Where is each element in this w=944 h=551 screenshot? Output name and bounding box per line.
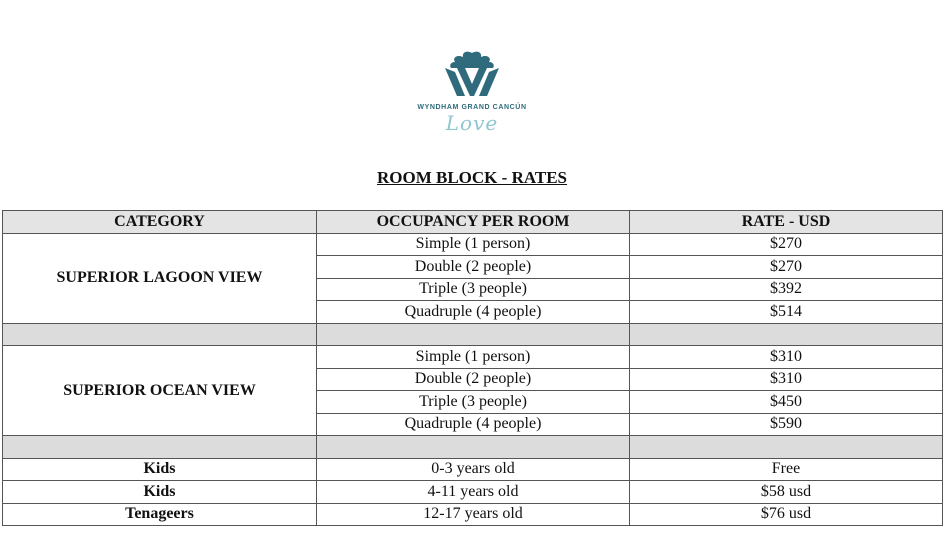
kids-category-cell: Tenageers [3,503,317,526]
rate-cell: $58 usd [630,481,943,504]
rate-cell: $392 [630,278,943,301]
separator-row [3,323,943,346]
rate-cell: $76 usd [630,503,943,526]
occupancy-cell: Quadruple (4 people) [317,301,630,324]
table-row [3,458,943,481]
rate-cell: Free [630,458,943,481]
occupancy-cell: Double (2 people) [317,256,630,279]
occupancy-cell: Double (2 people) [317,368,630,391]
kids-category-cell: Kids [3,458,317,481]
rate-cell: $514 [630,301,943,324]
age-cell: 12-17 years old [317,503,630,526]
header-rate: RATE - USD [630,211,943,234]
page-title: ROOM BLOCK - RATES [376,168,567,187]
age-cell: 0-3 years old [317,458,630,481]
hotel-brand-name: WYNDHAM GRAND CANCÚN [417,104,527,111]
occupancy-cell: Quadruple (4 people) [317,413,630,436]
rate-cell: $310 [630,368,943,391]
table-row [3,233,943,256]
kids-category-cell: Kids [3,481,317,504]
rate-cell: $270 [630,233,943,256]
occupancy-cell: Triple (3 people) [317,391,630,414]
rates-table [2,210,943,526]
rate-cell: $590 [630,413,943,436]
category-cell: SUPERIOR LAGOON VIEW [3,233,317,323]
table-header-row [3,211,943,234]
age-cell: 4-11 years old [317,481,630,504]
occupancy-cell: Simple (1 person) [317,346,630,369]
wyndham-wave-logo-icon [437,50,507,102]
hotel-tagline: Love [445,111,499,135]
rate-cell: $450 [630,391,943,414]
header-occupancy: OCCUPANCY PER ROOM [317,211,630,234]
table-row [3,481,943,504]
occupancy-cell: Simple (1 person) [317,233,630,256]
rate-cell: $310 [630,346,943,369]
header-category: CATEGORY [3,211,317,234]
category-cell: SUPERIOR OCEAN VIEW [3,346,317,436]
occupancy-cell: Triple (3 people) [317,278,630,301]
table-row [3,346,943,369]
rate-cell: $270 [630,256,943,279]
table-row [3,503,943,526]
separator-row [3,436,943,459]
